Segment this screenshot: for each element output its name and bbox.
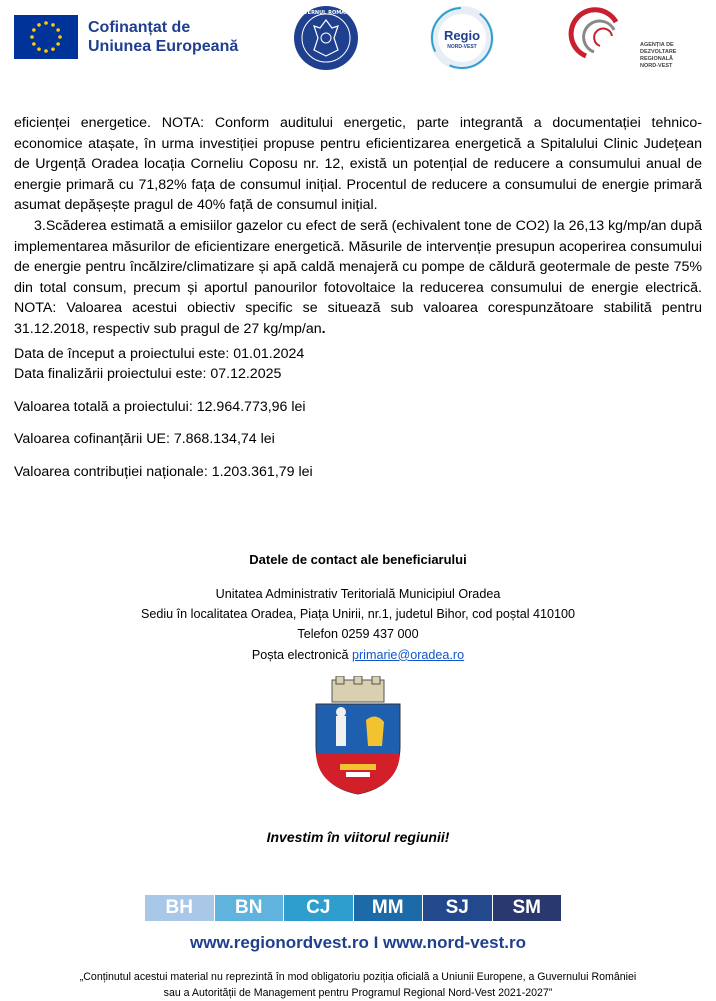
county-bh: BH [145,895,214,921]
eu-star-icon [56,42,60,46]
disclaimer [0,969,716,1001]
paragraph-2-end: . [321,320,326,337]
eu-text-line2: Uniunea Europeană [88,38,239,55]
county-bn: BN [215,895,284,921]
eu-star-icon [30,35,34,39]
contact-details [0,584,716,665]
county-cj: CJ [284,895,353,921]
regio-sub-text: NORD-VEST [447,44,477,50]
gov-logo-text: GUVERNUL ROMÂNIEI [295,10,357,16]
email-link[interactable]: primarie@oradea.ro [351,647,465,662]
eu-star-icon [51,23,55,27]
counties-bar [145,895,562,921]
adr-line1: AGENȚIA DE [640,42,674,48]
adr-line3: NORD-VEST [640,63,673,69]
national-value: Valoarea contribuției naționale: 1.203.361,79 lei [14,463,313,480]
contact-line-2: Sediu în localitatea Oradea, Piața Unirii, nr.1, judetul Bihor, cod poștal 410100 [140,607,576,622]
contact-line-1: Unitatea Administrativ Teritorială Municipiul Oradea [215,587,501,601]
regio-logo-icon [428,4,496,72]
websites: www.regionordvest.ro I www.nord-vest.ro [190,933,526,952]
paragraph-1: eficienței energetice. NOTA: Conform auditului energetic, parte integrantă a documentației tehnico-economice atașate, în urma investiției propuse pentru eficientizarea energetică a Spitalului Clinic Județean de Urgență Oradea locația Corneliu Coposu nr. 12, există un potențial de reducere a consumului anual de energie primară cu 71,82% fața de consumul inițial. Procentul de reducere a consumului de energie primară asumat depășește pragul de 40% față de consumul inițial. [14,115,702,214]
slogan: Investim în viitorul regiunii! [266,829,450,845]
eu-cofinance-logo [14,15,238,59]
paragraph-2 [14,216,702,340]
disclaimer-line-1: „Conținutul acestui material nu reprezintă în mod obligatoriu poziția oficială a Uniunii Europene, a Guvernului României [79,971,637,983]
paragraph-2-text: 3.Scăderea estimată a emisiilor gazelor cu efect de seră (echivalent tone de CO2) la 26,13 kg/mp/an după implementarea măsurilor de eficientizare energetică. Măsurile de intervenție presupun acoperirea consumului de energie pentru încălzire/climatizare și apă caldă menajeră cu pompe de căldură geotermale de peste 75% din total consum, precum și aportul panourilor fotovoltaice la reducerea consumului de energie electrică. NOTA: Valoarea acestui obiectiv specific se situează sub valoarea corespunzătoare stabilită pentru 31.12.2018, respectiv sub pragul de 27 kg/mp/an [14,217,702,337]
eu-star-icon [44,21,48,25]
county-mm: MM [354,895,423,921]
disclaimer-line-2: sau a Autorității de Management pentru Programul Regional Nord-Vest 2021-2027” [163,987,553,999]
eu-star-icon [32,28,36,32]
eu-star-icon [44,49,48,53]
eu-star-icon [32,42,36,46]
eu-star-icon [51,47,55,51]
eu-flag-icon [14,15,78,59]
start-date: Data de început a proiectului este: 01.01.2024 [14,345,305,362]
end-date: Data finalizării proiectului este: 07.12.2025 [14,366,282,383]
eu-star-icon [37,47,41,51]
document-body [14,113,702,483]
contact-line-3: Telefon 0259 437 000 [297,627,419,642]
eu-star-icon [58,35,62,39]
email-label: Poșta electronică [251,647,352,662]
contact-email-row [0,645,716,665]
eu-text-line1: Cofinanțat de [88,19,191,36]
eu-star-icon [56,28,60,32]
header-logos [0,0,716,80]
regio-text: Regio [443,28,481,43]
county-sj: SJ [423,895,492,921]
adr-line2: DEZVOLTARE REGIONALĂ [640,49,677,62]
eu-value: Valoarea cofinanțării UE: 7.868.134,74 lei [14,431,275,448]
government-seal-icon [292,4,360,72]
adr-text [640,42,710,70]
contact-title: Datele de contact ale beneficiarului [249,552,467,567]
county-sm: SM [493,895,562,921]
eu-star-icon [37,23,41,27]
total-value: Valoarea totală a proiectului: 12.964.773,96 lei [14,398,306,415]
oradea-coat-of-arms-icon [310,676,406,796]
